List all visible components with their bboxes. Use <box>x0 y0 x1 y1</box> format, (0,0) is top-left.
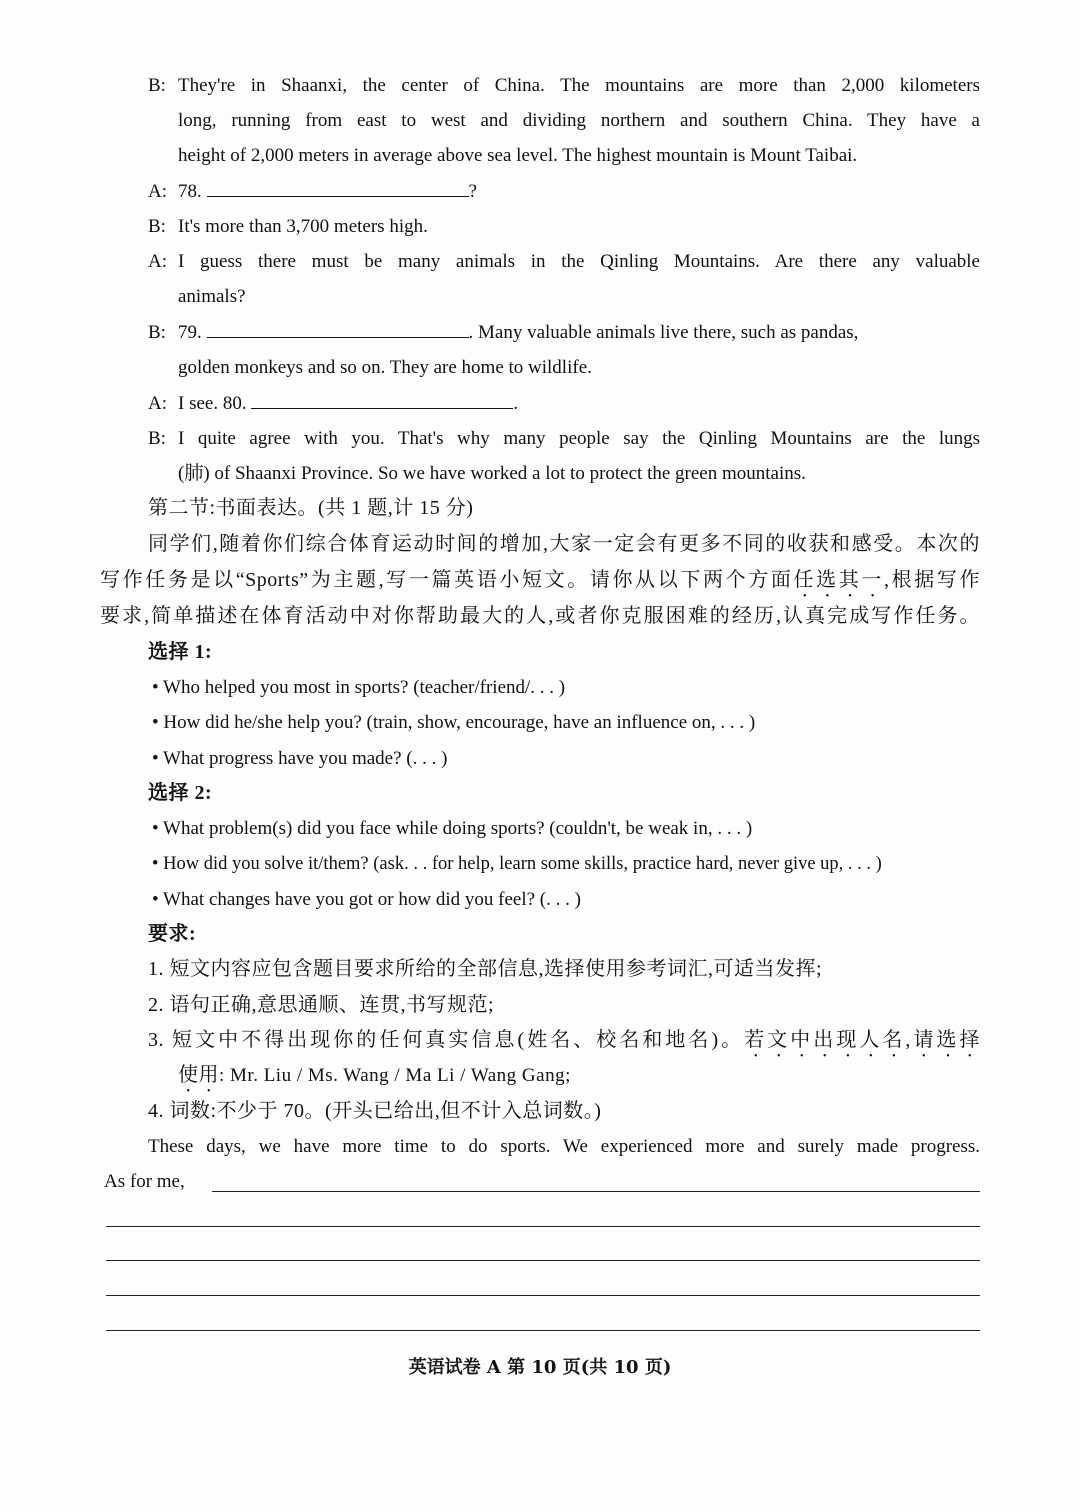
choice-1-bullet-1: • Who helped you most in sports? (teacher/friend/. . . ) <box>152 677 566 698</box>
answer-blank-80[interactable] <box>251 386 513 409</box>
writing-line[interactable] <box>106 1260 980 1261</box>
requirement-3 <box>148 1023 980 1062</box>
choice-1-bullet-2: • How did he/she help you? (train, show, encourage, have an influence on, . . . ) <box>152 712 756 733</box>
choice-1-heading: 选择 1: <box>148 641 213 663</box>
requirement-text: : Mr. Liu / Ms. Wang / Ma Li / Wang Gang; <box>219 1065 571 1086</box>
dialogue-line-5 <box>148 209 980 244</box>
section-intro-3: 要求,简单描述在体育活动中对你帮助最大的人,或者你克服困难的经历,认真完成写作任务。 <box>100 605 980 627</box>
question-prefix: I see. 80. <box>178 393 247 414</box>
section-intro-2 <box>100 563 980 602</box>
requirement-2: 2. 语句正确,意思通顺、连贯,书写规范; <box>148 994 495 1016</box>
choice-2-bullet-2: • How did you solve it/them? (ask. . . for help, learn some skills, practice hard, never give up, . . . ) <box>152 854 882 874</box>
question-79 <box>148 315 980 350</box>
choice-2-bullet-3: • What changes have you got or how did you feel? (. . . ) <box>152 889 581 910</box>
requirement-text: 3. 短文中不得出现你的任何真实信息(姓名、校名和地名)。 <box>148 1029 745 1051</box>
writing-line[interactable] <box>106 1295 980 1296</box>
requirement-4: 4. 词数:不少于 70。(开头已给出,但不计入总词数。) <box>148 1100 602 1122</box>
question-end: ? <box>468 181 477 202</box>
speaker-label: A: <box>148 251 167 272</box>
choice-1-bullet-3: • What progress have you made? (. . . ) <box>152 748 448 769</box>
requirement-3-cont <box>178 1058 980 1097</box>
intro-text: ,根据写作 <box>884 569 980 591</box>
speaker-label: B: <box>148 428 166 449</box>
dialogue-text: I quite agree with you. That's why many people say the Qinling Mountains are the lungs <box>178 428 980 449</box>
answer-blank-78[interactable] <box>207 174 469 197</box>
page-footer: 英语试卷 A 第 10 页(共 10 页) <box>408 1357 672 1378</box>
speaker-label: B: <box>148 75 166 96</box>
answer-blank-79[interactable] <box>207 315 469 338</box>
speaker-label: A: <box>148 393 167 414</box>
choice-2-heading: 选择 2: <box>148 782 213 804</box>
emphasized-text: 任选其一 <box>793 569 884 591</box>
speaker-label: B: <box>148 216 166 237</box>
dialogue-line-1 <box>148 68 980 103</box>
essay-opening: These days, we have more time to do sports. We experienced more and surely made progress. <box>148 1136 980 1157</box>
question-end: . Many valuable animals live there, such as pandas, <box>468 322 859 343</box>
dialogue-line-12: (肺) of Shaanxi Province. So we have worked a lot to protect the green mountains. <box>178 463 806 484</box>
question-number: 79. <box>178 322 202 343</box>
section-intro-1: 同学们,随着你们综合体育运动时间的增加,大家一定会有更多不同的收获和感受。本次的 <box>148 533 980 555</box>
dialogue-line-9: golden monkeys and so on. They are home to wildlife. <box>178 357 592 378</box>
dialogue-line-11 <box>148 421 980 456</box>
writing-line[interactable] <box>106 1330 980 1331</box>
essay-start: As for me, <box>104 1171 185 1192</box>
writing-line[interactable] <box>106 1226 980 1227</box>
question-end: . <box>513 393 519 414</box>
speaker-label: B: <box>148 322 166 343</box>
writing-line[interactable] <box>212 1191 980 1192</box>
intro-text: 写作任务是以“Sports”为主题,写一篇英语小短文。请你从以下两个方面 <box>100 569 794 591</box>
dialogue-line-7: animals? <box>178 286 246 307</box>
requirements-heading: 要求: <box>148 923 197 945</box>
question-80 <box>148 386 980 421</box>
question-number: 78. <box>178 181 202 202</box>
section-title: 第二节:书面表达。(共 1 题,计 15 分) <box>148 497 474 519</box>
dialogue-text: They're in Shaanxi, the center of China. The mountains are more than 2,000 kilometers <box>178 75 980 96</box>
dialogue-text: It's more than 3,700 meters high. <box>178 216 428 237</box>
speaker-label: A: <box>148 181 167 202</box>
emphasized-text: 若文中出现人名,请选择 <box>744 1029 981 1051</box>
choice-2-bullet-1: • What problem(s) did you face while doing sports? (couldn't, be weak in, . . . ) <box>152 818 753 839</box>
question-78 <box>148 174 980 209</box>
requirement-1: 1. 短文内容应包含题目要求所给的全部信息,选择使用参考词汇,可适当发挥; <box>148 958 823 980</box>
emphasized-text: 使用 <box>178 1064 219 1086</box>
dialogue-line-2: long, running from east to west and dividing northern and southern China. They have a <box>178 110 980 131</box>
dialogue-text: I guess there must be many animals in the Qinling Mountains. Are there any valuable <box>178 251 980 272</box>
dialogue-line-6 <box>148 244 980 279</box>
dialogue-line-3: height of 2,000 meters in average above sea level. The highest mountain is Mount Taibai. <box>178 145 858 166</box>
